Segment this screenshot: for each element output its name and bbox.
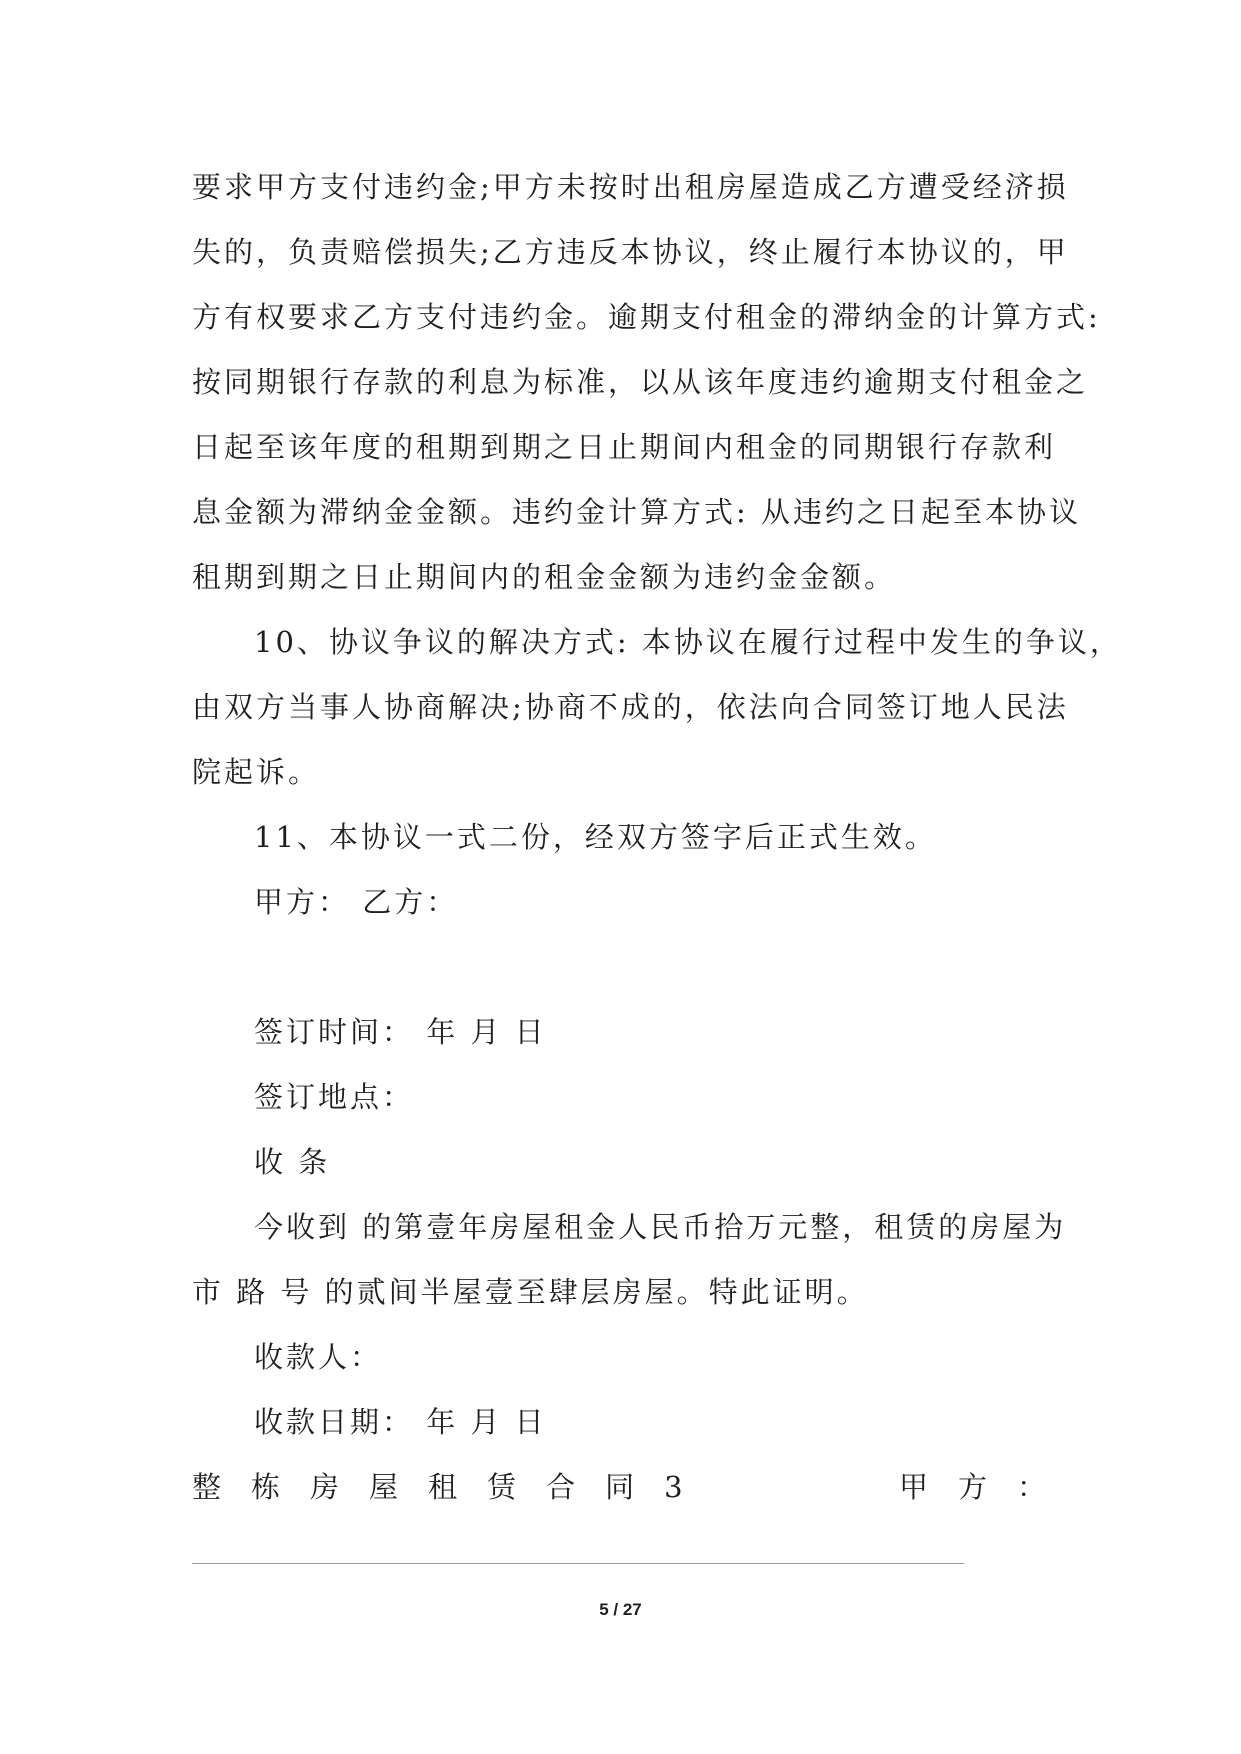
text-line: 失的，负责赔偿损失;乙方违反本协议，终止履行本协议的，甲 [192,235,1069,269]
text-line: 院起诉。 [192,755,321,789]
title-char: 租 [428,1470,458,1504]
text-line: 市 路 号 的贰间半屋壹至肆层房屋。特此证明。 [192,1275,869,1309]
title-char: 赁 [487,1470,517,1504]
parties-line: 甲方： 乙方： [254,885,459,919]
text-line: 要求甲方支付违约金;甲方未按时出租房屋造成乙方遭受经济损 [192,170,1069,204]
text-line: 日起至该年度的租期到期之日止期间内租金的同期银行存款利 [192,430,1057,464]
party-char: 方 [957,1470,987,1504]
title-char: 屋 [369,1470,399,1504]
next-contract-title-line [192,1455,1046,1520]
clause-11: 11、本协议一式二份，经双方签字后正式生效。 [254,820,937,854]
party-char: 甲 [898,1470,928,1504]
title-char: 3 [664,1470,683,1504]
receipt-text [192,1195,1067,1325]
receipt-date: 收款日期： 年 月 日 [254,1405,547,1439]
text-line: 方有权要求乙方支付违约金。逾期支付租金的滞纳金的计算方式: [192,300,1101,334]
clause-10 [192,610,1122,805]
title-char: 合 [546,1470,576,1504]
signature-space [192,935,1062,1000]
text-line: 今收到 的第壹年房屋租金人民币拾万元整，租赁的房屋为 [254,1210,1067,1244]
title-char: 整 [192,1470,222,1504]
text-line: 租期到期之日止期间内的租金金额为违约金金额。 [192,560,897,594]
title-char: 同 [605,1470,635,1504]
penalty-paragraph [192,155,1101,610]
sign-date: 签订时间： 年 月 日 [254,1015,547,1049]
payee-line: 收款人： [254,1340,383,1374]
title-char: 栋 [251,1470,281,1504]
next-contract-party [899,1455,1046,1520]
party-char: ： [1016,1470,1046,1504]
title-char: 房 [310,1470,340,1504]
page-number: 5 / 27 [599,1600,642,1619]
footer-divider [192,1563,964,1564]
next-contract-title [192,1455,683,1520]
text-line: 由双方当事人协商解决;协商不成的，依法向合同签订地人民法 [192,690,1069,724]
text-line: 息金额为滞纳金金额。违约金计算方式: 从违约之日起至本协议 [192,495,1081,529]
text-line: 10、协议争议的解决方式: 本协议在履行过程中发生的争议， [254,625,1122,659]
text-line: 按同期银行存款的利息为标准，以从该年度违约逾期支付租金之 [192,365,1089,399]
sign-place: 签订地点： [254,1080,415,1114]
document-body [192,155,1122,1520]
receipt-title: 收 条 [254,1145,331,1179]
